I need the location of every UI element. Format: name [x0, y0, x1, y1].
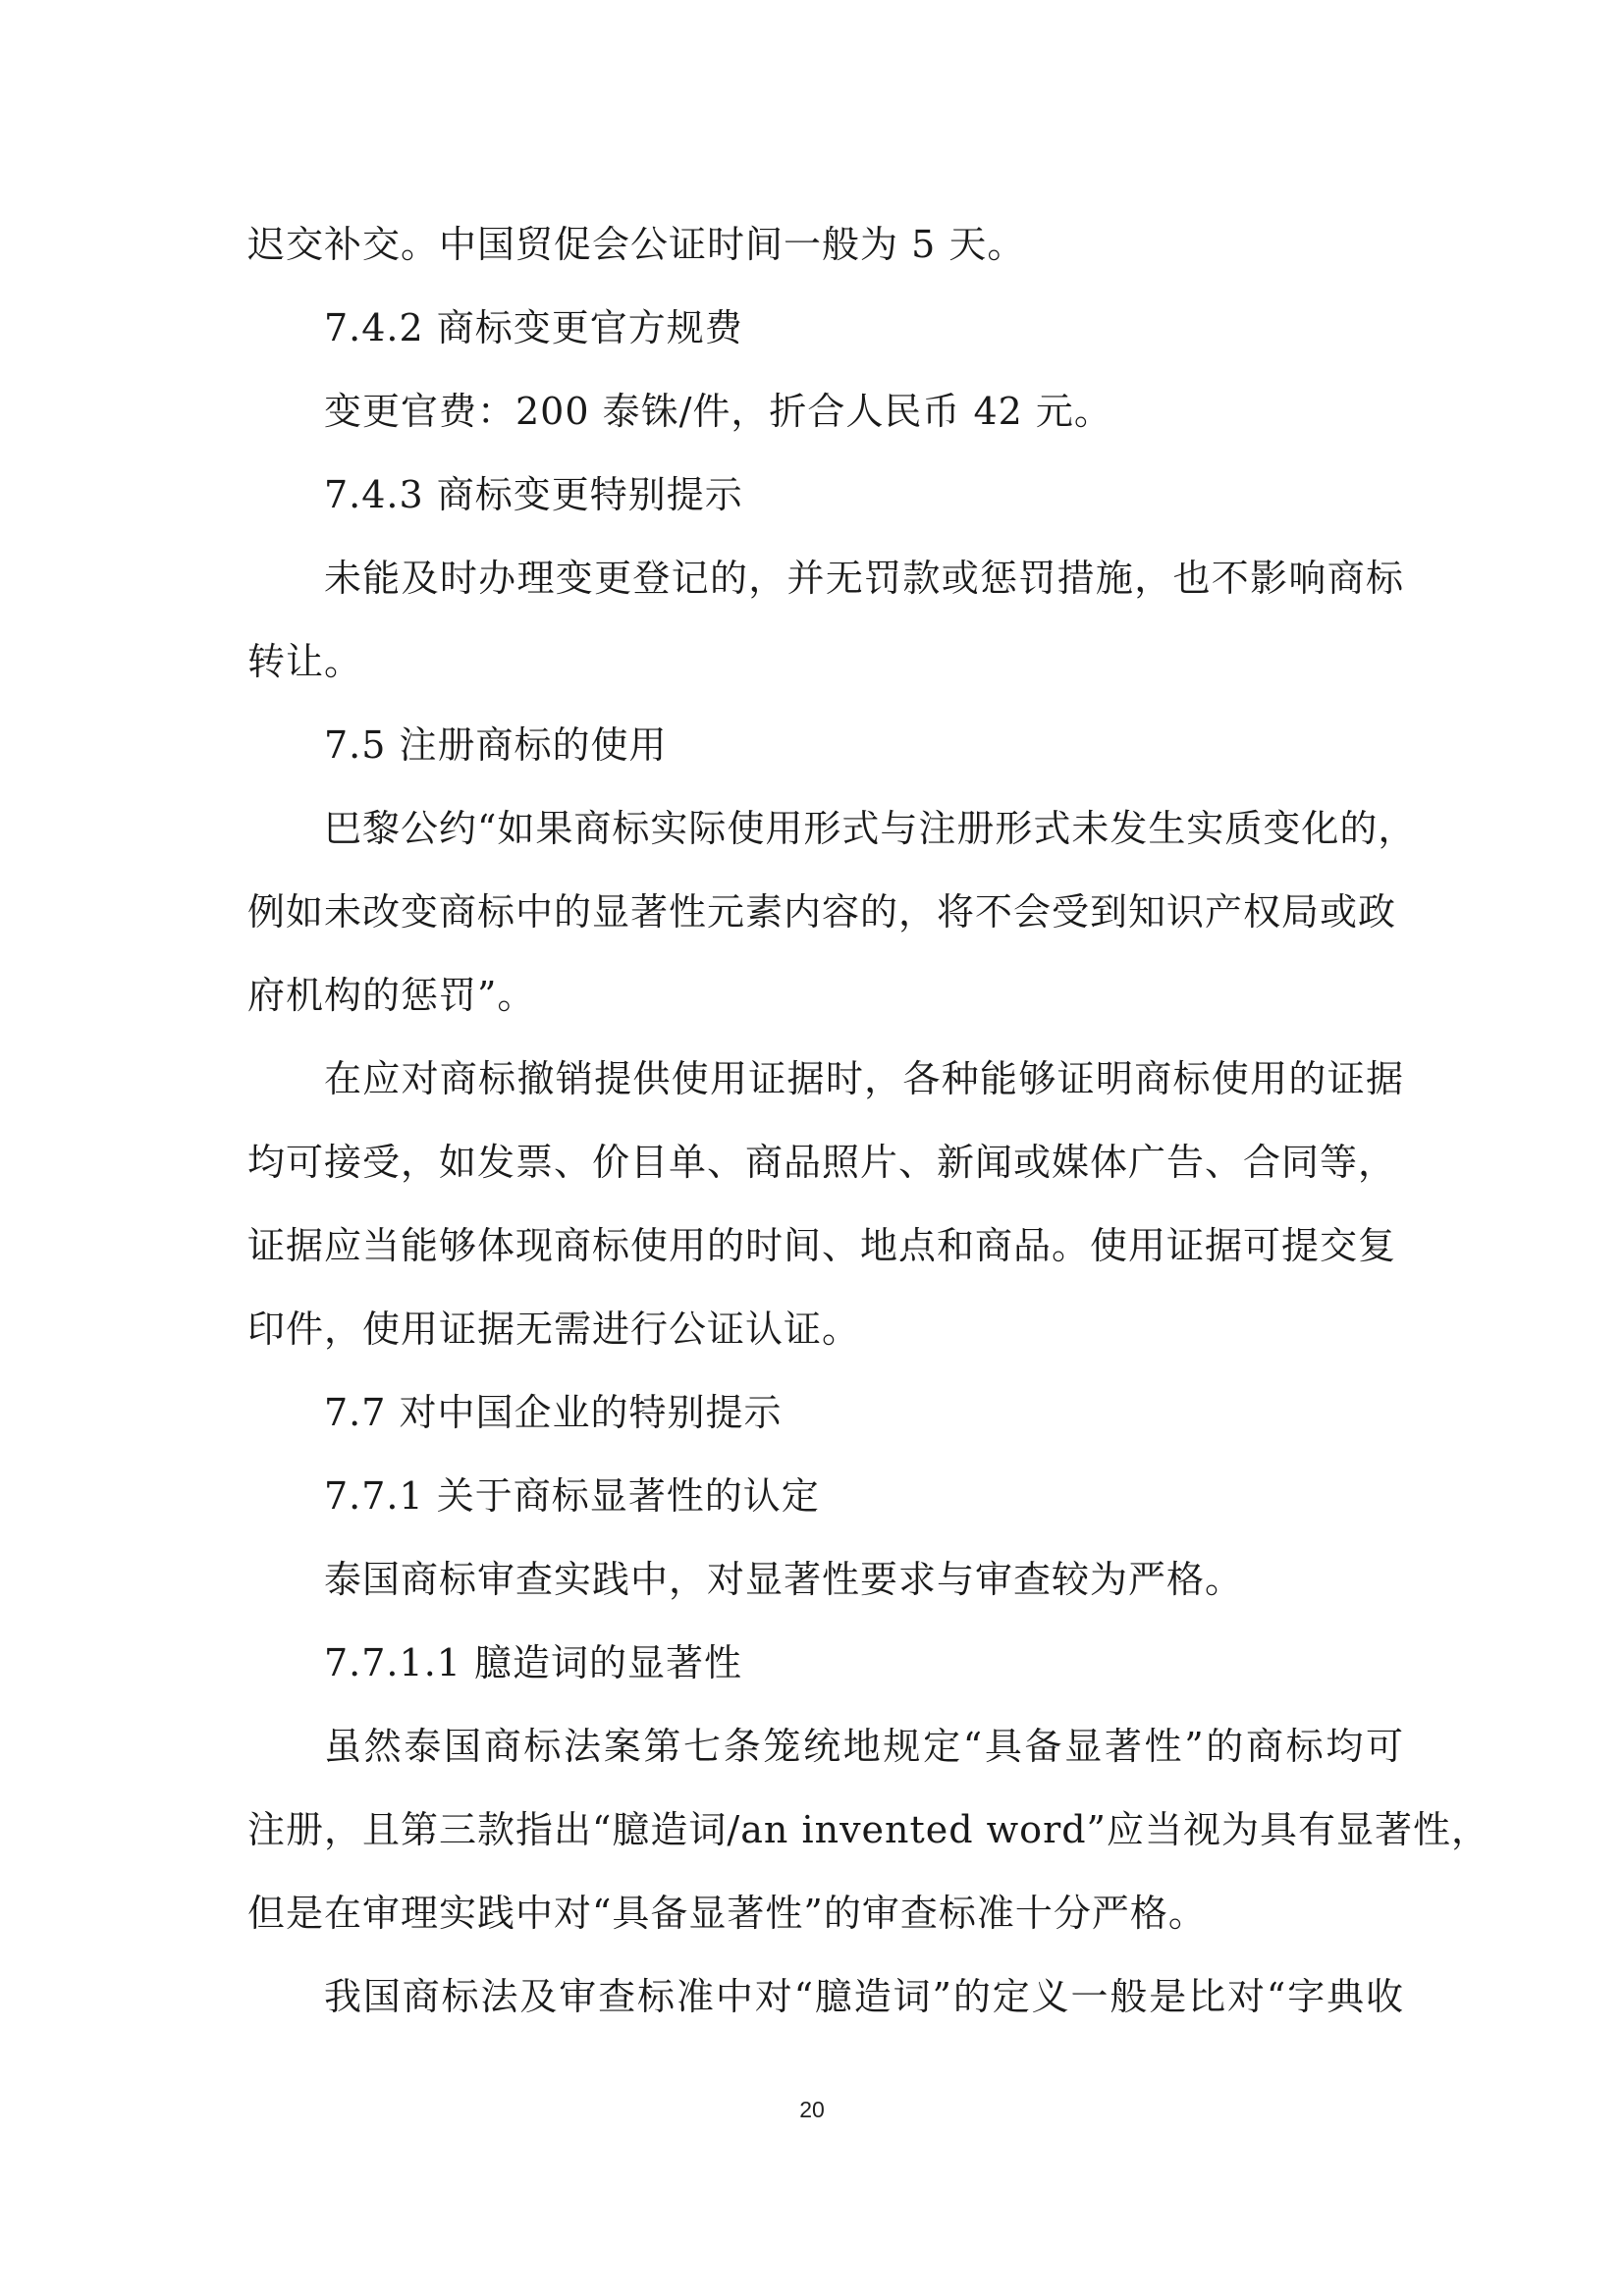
text-line-paris-1: 巴黎公约“如果商标实际使用形式与注册形式未发生实质变化的， — [324, 807, 1417, 850]
text-line-change-notice-1: 未能及时办理变更登记的，并无罚款或惩罚措施，也不影响商标 — [324, 557, 1404, 600]
heading-7-5: 7.5 注册商标的使用 — [324, 723, 668, 767]
heading-7-4-2: 7.4.2 商标变更官方规费 — [324, 306, 743, 349]
text-line-invented-4: 我国商标法及审查标准中对“臆造词”的定义一般是比对“字典收 — [324, 1975, 1404, 2018]
text-line-paris-2: 例如未改变商标中的显著性元素内容的，将不会受到知识产权局或政 — [247, 890, 1397, 934]
text-line-evidence-4: 印件，使用证据无需进行公证认证。 — [247, 1308, 861, 1351]
text-line-evidence-2: 均可接受，如发票、价目单、商品照片、新闻或媒体广告、合同等， — [247, 1141, 1397, 1184]
heading-7-4-3: 7.4.3 商标变更特别提示 — [324, 473, 743, 516]
page-number: 20 — [799, 2097, 825, 2122]
text-line-continuation: 迟交补交。中国贸促会公证时间一般为 5 天。 — [247, 223, 1026, 266]
heading-7-7-1: 7.7.1 关于商标显著性的认定 — [324, 1474, 820, 1518]
text-line-distinctiveness: 泰国商标审查实践中，对显著性要求与审查较为严格。 — [324, 1558, 1244, 1601]
text-line-fee: 变更官费：200 泰铢/件，折合人民币 42 元。 — [324, 390, 1112, 433]
heading-7-7-1-1: 7.7.1.1 臆造词的显著性 — [324, 1641, 743, 1684]
text-line-evidence-3: 证据应当能够体现商标使用的时间、地点和商品。使用证据可提交复 — [247, 1224, 1397, 1267]
text-line-invented-3: 但是在审理实践中对“具备显著性”的审查标准十分严格。 — [247, 1892, 1207, 1935]
heading-7-7: 7.7 对中国企业的特别提示 — [324, 1391, 783, 1434]
text-line-invented-1: 虽然泰国商标法案第七条笼统地规定“具备显著性”的商标均可 — [324, 1725, 1404, 1768]
text-line-invented-2: 注册，且第三款指出“臆造词/an invented word”应当视为具有显著性， — [247, 1808, 1489, 1851]
text-line-paris-3: 府机构的惩罚”。 — [247, 974, 536, 1017]
text-line-change-notice-2: 转让。 — [247, 640, 363, 683]
text-line-evidence-1: 在应对商标撤销提供使用证据时，各种能够证明商标使用的证据 — [324, 1057, 1404, 1100]
